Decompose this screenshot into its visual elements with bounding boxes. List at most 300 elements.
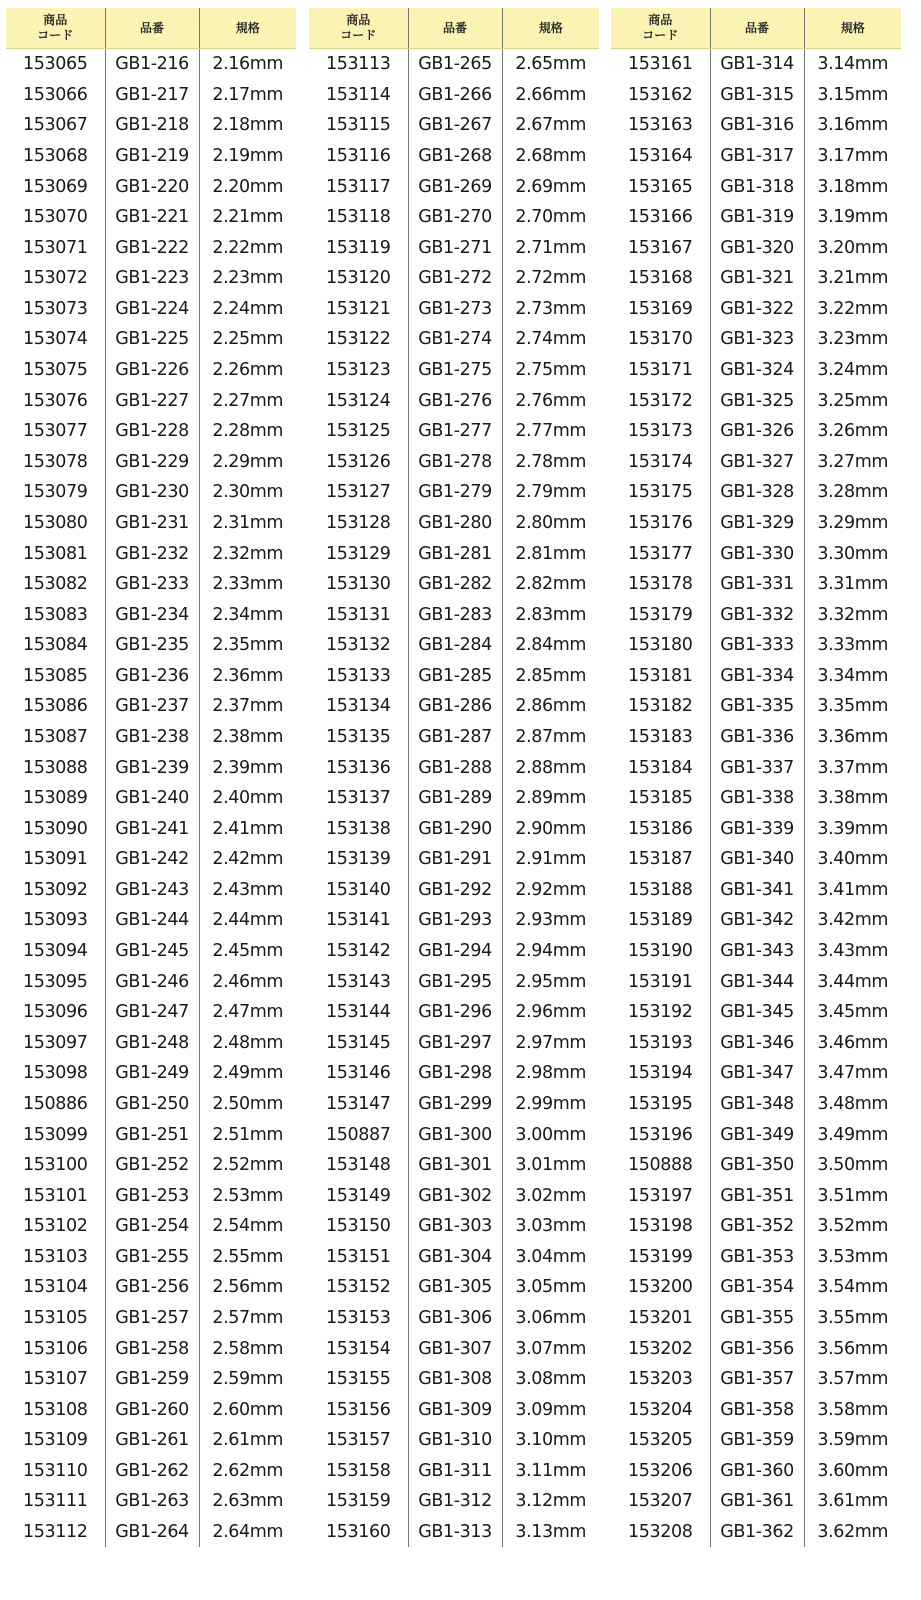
spec-cell: 2.78mm [502,447,599,478]
table-row [611,966,901,997]
part-number-cell: GB1-322 [710,294,804,325]
product-code-cell: 153100 [23,1155,88,1176]
spec-cell: 2.18mm [199,110,296,141]
spec-cell: 2.57mm [199,1303,296,1334]
table-row [309,49,599,80]
product-code-cell: 153188 [628,879,693,900]
spec-cell: 3.28mm [804,477,901,508]
product-code-cell: 153067 [23,115,88,136]
part-number-cell: GB1-246 [105,966,199,997]
table-row [6,232,296,263]
table-row [6,1150,296,1181]
part-number-cell: GB1-296 [408,997,502,1028]
product-code-cell: 153145 [326,1032,391,1053]
product-code-cell: 153094 [23,941,88,962]
spec-cell: 2.16mm [199,49,296,80]
part-number-cell: GB1-237 [105,691,199,722]
part-number-cell: GB1-301 [408,1150,502,1181]
table-row [6,1333,296,1364]
spec-cell: 3.17mm [804,141,901,172]
spec-cell: 2.25mm [199,324,296,355]
spec-cell: 2.39mm [199,752,296,783]
product-code-cell: 153119 [326,237,391,258]
table-row [309,294,599,325]
spec-cell: 3.40mm [804,844,901,875]
spec-cell: 3.23mm [804,324,901,355]
product-code-cell: 153146 [326,1063,391,1084]
product-code-cell: 153138 [326,818,391,839]
table-row [611,1425,901,1456]
spec-cell: 3.27mm [804,447,901,478]
product-code-cell: 153080 [23,512,88,533]
spec-cell: 2.54mm [199,1211,296,1242]
spec-cell: 3.56mm [804,1333,901,1364]
product-code-cell: 153162 [628,84,693,105]
table-row [611,936,901,967]
product-code-cell: 153132 [326,635,391,656]
spec-cell: 2.77mm [502,416,599,447]
product-code-cell: 153169 [628,298,693,319]
part-number-cell: GB1-350 [710,1150,804,1181]
table-row [6,1028,296,1059]
spec-cell: 3.47mm [804,1058,901,1089]
product-code-cell: 153152 [326,1277,391,1298]
table-row [611,630,901,661]
part-number-cell: GB1-282 [408,569,502,600]
product-code-cell: 153091 [23,849,88,870]
product-code-cell: 153074 [23,329,88,350]
spec-cell: 3.35mm [804,691,901,722]
table-row [611,1272,901,1303]
table-row [611,80,901,111]
table-row [6,661,296,692]
spec-cell: 2.50mm [199,1089,296,1120]
spec-cell: 3.26mm [804,416,901,447]
table-row [6,1517,296,1548]
spec-cell: 3.43mm [804,936,901,967]
table-row [6,1089,296,1120]
spec-cell: 3.18mm [804,171,901,202]
spec-cell: 2.38mm [199,722,296,753]
part-number-cell: GB1-219 [105,141,199,172]
product-code-cell: 153165 [628,176,693,197]
spec-cell: 2.48mm [199,1028,296,1059]
part-number-cell: GB1-300 [408,1119,502,1150]
part-number-cell: GB1-338 [710,783,804,814]
product-code-cell: 153096 [23,1002,88,1023]
product-code-cell: 153087 [23,727,88,747]
part-number-cell: GB1-222 [105,232,199,263]
spec-cell: 2.92mm [502,875,599,906]
part-number-cell: GB1-305 [408,1272,502,1303]
table-row [6,385,296,416]
table-row [309,722,599,753]
spec-cell: 3.15mm [804,80,901,111]
product-code-cell: 153114 [326,84,391,105]
part-number-cell: GB1-236 [105,661,199,692]
spec-cell: 2.31mm [199,508,296,539]
product-code-cell: 153076 [23,390,88,411]
spec-cell: 3.29mm [804,508,901,539]
spec-cell: 2.30mm [199,477,296,508]
spec-cell: 2.47mm [199,997,296,1028]
product-code-cell: 153176 [628,512,693,533]
part-number-cell: GB1-339 [710,813,804,844]
part-number-cell: GB1-224 [105,294,199,325]
spec-cell: 2.60mm [199,1394,296,1425]
part-number-cell: GB1-292 [408,875,502,906]
table-row [309,1364,599,1395]
table-row [611,661,901,692]
table-row [309,661,599,692]
product-code-cell: 153189 [628,910,693,931]
part-number-cell: GB1-315 [710,80,804,111]
product-code-cell: 153159 [326,1491,391,1512]
table-row [611,508,901,539]
table-row [309,1517,599,1548]
spec-cell: 2.70mm [502,202,599,233]
product-code-cell: 153166 [628,207,693,228]
spec-cell: 3.39mm [804,813,901,844]
spec-cell: 3.21mm [804,263,901,294]
table-row [309,1303,599,1334]
spec-cell: 3.38mm [804,783,901,814]
spec-cell: 2.45mm [199,936,296,967]
table-row [6,1303,296,1334]
product-code-cell: 153073 [23,298,88,319]
table-row [309,141,599,172]
part-number-cell: GB1-336 [710,722,804,753]
spec-table [611,8,901,1547]
spec-cell: 2.63mm [199,1486,296,1517]
table-row [611,599,901,630]
spec-cell: 2.51mm [199,1119,296,1150]
table-row [6,966,296,997]
part-number-cell: GB1-253 [105,1180,199,1211]
part-number-cell: GB1-279 [408,477,502,508]
spec-cell: 3.61mm [804,1486,901,1517]
part-number-cell: GB1-235 [105,630,199,661]
table-row [309,752,599,783]
spec-cell: 2.67mm [502,110,599,141]
spec-cell: 3.08mm [502,1364,599,1395]
product-code-cell: 153161 [628,54,693,75]
part-number-cell: GB1-328 [710,477,804,508]
spec-cell: 2.94mm [502,936,599,967]
product-code-cell: 153163 [628,115,693,136]
part-number-cell: GB1-349 [710,1119,804,1150]
product-code-cell: 153068 [23,146,88,167]
part-number-cell: GB1-335 [710,691,804,722]
spec-cell: 3.53mm [804,1242,901,1273]
table-row [6,569,296,600]
part-number-cell: GB1-263 [105,1486,199,1517]
product-code-cell: 153113 [326,54,391,75]
part-number-cell: GB1-345 [710,997,804,1028]
product-code-cell: 153070 [23,207,88,228]
table-row [6,49,296,80]
spec-cell: 3.09mm [502,1394,599,1425]
spec-cell: 2.36mm [199,661,296,692]
spec-cell: 2.64mm [199,1517,296,1548]
product-code-cell: 153181 [628,665,693,686]
part-number-cell: GB1-220 [105,171,199,202]
table-row [6,752,296,783]
table-row [309,905,599,936]
product-code-cell: 153171 [628,360,693,381]
spec-cell: 3.62mm [804,1517,901,1548]
part-number-cell: GB1-316 [710,110,804,141]
part-number-cell: GB1-239 [105,752,199,783]
table-row [611,722,901,753]
table-row [611,385,901,416]
header-code-line2: コード [340,28,377,42]
product-code-cell: 153126 [326,451,391,472]
table-row [611,171,901,202]
header-product-code [611,8,710,49]
table-row [6,1486,296,1517]
table-row [6,1211,296,1242]
spec-cell: 2.52mm [199,1150,296,1181]
part-number-cell: GB1-358 [710,1394,804,1425]
spec-cell: 3.07mm [502,1333,599,1364]
part-number-cell: GB1-284 [408,630,502,661]
table-row [6,294,296,325]
table-row [6,1272,296,1303]
table-header-row [611,8,901,49]
table-row [611,1364,901,1395]
spec-cell: 2.61mm [199,1425,296,1456]
product-code-cell: 153079 [23,482,88,503]
product-code-cell: 153178 [628,574,693,595]
product-code-cell: 153115 [326,115,391,136]
part-number-cell: GB1-278 [408,447,502,478]
product-code-cell: 153182 [628,696,693,717]
part-number-cell: GB1-303 [408,1211,502,1242]
table-row [309,263,599,294]
table-row [309,355,599,386]
product-code-cell: 153078 [23,451,88,472]
part-number-cell: GB1-275 [408,355,502,386]
spec-cell: 3.05mm [502,1272,599,1303]
part-number-cell: GB1-351 [710,1180,804,1211]
table-row [309,1211,599,1242]
product-code-cell: 153081 [23,543,88,564]
spec-cell: 2.34mm [199,599,296,630]
spec-cell: 3.33mm [804,630,901,661]
table-row [6,722,296,753]
part-number-cell: GB1-314 [710,49,804,80]
part-number-cell: GB1-286 [408,691,502,722]
table-row [309,844,599,875]
spec-cell: 2.75mm [502,355,599,386]
spec-cell: 2.90mm [502,813,599,844]
spec-cell: 2.43mm [199,875,296,906]
part-number-cell: GB1-259 [105,1364,199,1395]
product-code-cell: 153112 [23,1522,88,1543]
table-row [6,875,296,906]
spec-cell: 2.98mm [502,1058,599,1089]
spec-cell: 2.74mm [502,324,599,355]
product-code-cell: 153140 [326,879,391,900]
table-row [6,1364,296,1395]
part-number-cell: GB1-302 [408,1180,502,1211]
part-number-cell: GB1-232 [105,538,199,569]
product-code-cell: 153110 [23,1460,88,1481]
part-number-cell: GB1-348 [710,1089,804,1120]
part-number-cell: GB1-281 [408,538,502,569]
product-code-cell: 153175 [628,482,693,503]
product-code-cell: 153194 [628,1063,693,1084]
part-number-cell: GB1-298 [408,1058,502,1089]
product-code-cell: 153117 [326,176,391,197]
part-number-cell: GB1-216 [105,49,199,80]
product-code-cell: 153153 [326,1307,391,1328]
spec-cell: 2.32mm [199,538,296,569]
table-row [309,1272,599,1303]
part-number-cell: GB1-309 [408,1394,502,1425]
table-row [309,1180,599,1211]
table-row [611,1028,901,1059]
header-code-line1: 商品 [648,13,673,27]
product-code-cell: 153066 [23,84,88,105]
part-number-cell: GB1-227 [105,385,199,416]
table-row [611,997,901,1028]
part-number-cell: GB1-333 [710,630,804,661]
spec-cell: 2.99mm [502,1089,599,1120]
table-row [6,997,296,1028]
part-number-cell: GB1-320 [710,232,804,263]
table-row [6,1456,296,1487]
product-code-cell: 153082 [23,574,88,595]
part-number-cell: GB1-347 [710,1058,804,1089]
table-row [309,599,599,630]
part-number-cell: GB1-321 [710,263,804,294]
spec-cell: 3.46mm [804,1028,901,1059]
spec-cell: 3.34mm [804,661,901,692]
part-number-cell: GB1-229 [105,447,199,478]
table-row [611,110,901,141]
product-code-cell: 153204 [628,1399,693,1420]
product-code-cell: 153207 [628,1491,693,1512]
part-number-cell: GB1-294 [408,936,502,967]
product-code-cell: 153109 [23,1430,88,1451]
table-row [6,355,296,386]
part-number-cell: GB1-306 [408,1303,502,1334]
part-number-cell: GB1-313 [408,1517,502,1548]
product-code-cell: 153084 [23,635,88,656]
table-row [6,263,296,294]
part-number-cell: GB1-342 [710,905,804,936]
spec-cell: 2.22mm [199,232,296,263]
spec-cell: 3.14mm [804,49,901,80]
product-code-cell: 153086 [23,696,88,717]
table-row [309,1028,599,1059]
spec-cell: 3.06mm [502,1303,599,1334]
spec-cell: 2.81mm [502,538,599,569]
part-number-cell: GB1-310 [408,1425,502,1456]
product-code-cell: 153201 [628,1307,693,1328]
table-row [309,110,599,141]
table-row [309,936,599,967]
product-code-cell: 153170 [628,329,693,350]
part-number-cell: GB1-280 [408,508,502,539]
spec-cell: 2.86mm [502,691,599,722]
spec-cell: 2.66mm [502,80,599,111]
table-row [6,691,296,722]
spec-cell: 2.23mm [199,263,296,294]
spec-cell: 2.71mm [502,232,599,263]
spec-cell: 3.36mm [804,722,901,753]
part-number-cell: GB1-362 [710,1517,804,1548]
spec-cell: 3.11mm [502,1456,599,1487]
part-number-cell: GB1-359 [710,1425,804,1456]
spec-cell: 2.17mm [199,80,296,111]
part-number-cell: GB1-317 [710,141,804,172]
table-row [6,508,296,539]
table-row [611,1303,901,1334]
product-code-cell: 153149 [326,1185,391,1206]
table-row [6,1394,296,1425]
table-row [611,905,901,936]
spec-cell: 2.65mm [502,49,599,80]
spec-cell: 2.88mm [502,752,599,783]
product-code-cell: 153072 [23,268,88,289]
product-code-cell: 153200 [628,1277,693,1298]
table-row [611,1058,901,1089]
part-number-cell: GB1-244 [105,905,199,936]
table-row [611,1119,901,1150]
table-row [309,1425,599,1456]
part-number-cell: GB1-355 [710,1303,804,1334]
part-number-cell: GB1-249 [105,1058,199,1089]
spec-cell: 2.73mm [502,294,599,325]
spec-cell: 2.46mm [199,966,296,997]
table-row [6,844,296,875]
part-number-cell: GB1-360 [710,1456,804,1487]
table-row [6,936,296,967]
header-specification: 規格 [804,8,901,49]
product-code-cell: 153121 [326,298,391,319]
spec-cell: 3.58mm [804,1394,901,1425]
part-number-cell: GB1-271 [408,232,502,263]
spec-cell: 2.80mm [502,508,599,539]
product-code-cell: 153097 [23,1032,88,1053]
spec-cell: 3.16mm [804,110,901,141]
spec-cell: 2.76mm [502,385,599,416]
table-row [611,783,901,814]
part-number-cell: GB1-268 [408,141,502,172]
product-code-cell: 153137 [326,788,391,809]
header-code-line1: 商品 [346,13,371,27]
part-number-cell: GB1-290 [408,813,502,844]
part-number-cell: GB1-273 [408,294,502,325]
part-number-cell: GB1-361 [710,1486,804,1517]
product-code-cell: 153101 [23,1185,88,1206]
table-row [6,905,296,936]
product-code-cell: 153180 [628,635,693,656]
product-code-cell: 153105 [23,1307,88,1328]
spec-cell: 2.79mm [502,477,599,508]
spec-cell: 2.40mm [199,783,296,814]
part-number-cell: GB1-324 [710,355,804,386]
table-row [611,477,901,508]
table-row [611,1333,901,1364]
header-specification: 規格 [502,8,599,49]
product-code-cell: 153092 [23,879,88,900]
spec-cell: 3.03mm [502,1211,599,1242]
part-number-cell: GB1-228 [105,416,199,447]
